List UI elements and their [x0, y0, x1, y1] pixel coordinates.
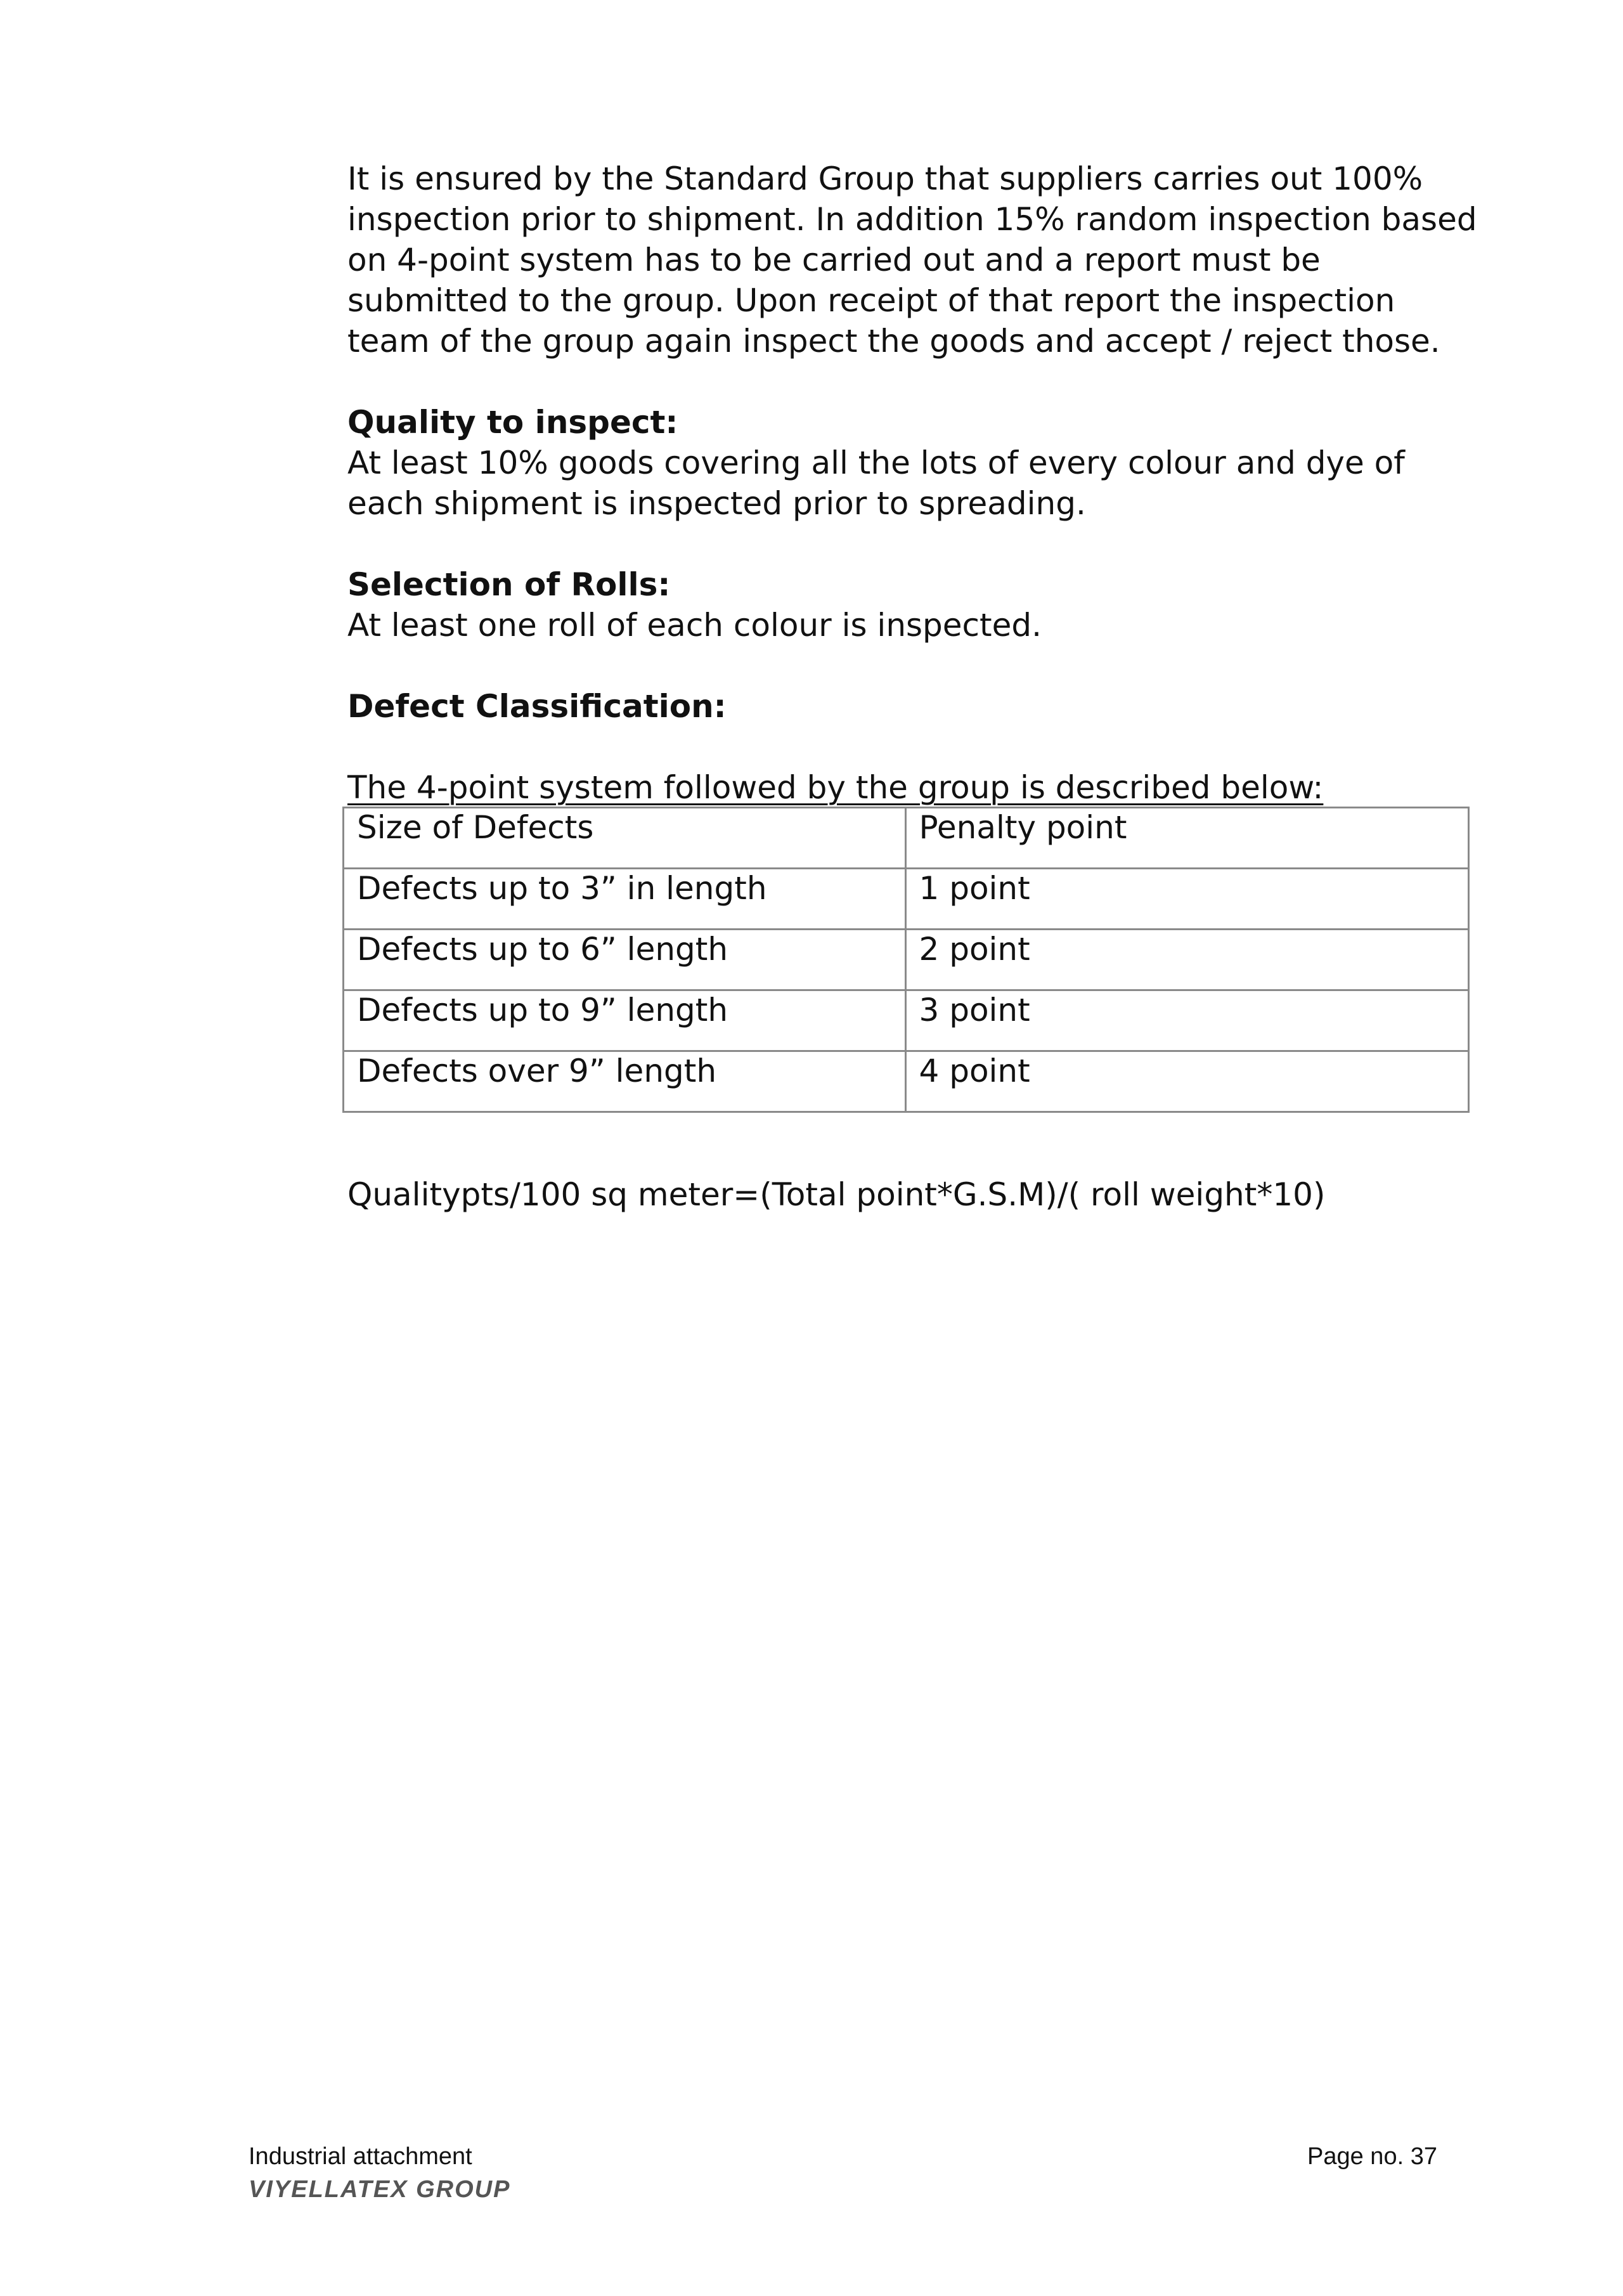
intro-line: submitted to the group. Upon receipt of that report the inspection — [347, 282, 1395, 319]
table-row — [344, 930, 1469, 990]
table-row — [344, 990, 1469, 1051]
spacer — [347, 361, 1489, 402]
page-number: Page no. 37 — [1307, 2143, 1437, 2170]
quality-line: At least 10% goods covering all the lots of every colour and dye of — [347, 444, 1405, 481]
intro-line: It is ensured by the Standard Group that suppliers carries out 100% — [347, 160, 1423, 197]
intro-line: on 4-point system has to be carried out and a report must be — [347, 242, 1321, 278]
table-header-row — [344, 808, 1469, 869]
table-cell: 1 point — [905, 869, 1469, 930]
table-cell: 3 point — [905, 990, 1469, 1051]
defect-heading: Defect Classification: — [347, 688, 727, 725]
footer-left — [249, 2142, 510, 2204]
defect-points-table — [342, 807, 1470, 1113]
table-cell: Defects up to 6” length — [344, 930, 906, 990]
table-cell: 4 point — [905, 1051, 1469, 1112]
quality-heading: Quality to inspect: — [347, 404, 678, 441]
table-row — [344, 1051, 1469, 1112]
table-cell: Defects up to 3” in length — [344, 869, 906, 930]
intro-line: inspection prior to shipment. In addition 15% random inspection based — [347, 201, 1477, 238]
table-cell: Defects up to 9” length — [344, 990, 906, 1051]
spacer — [347, 727, 1489, 767]
rolls-text: At least one roll of each colour is inspected. — [347, 607, 1042, 644]
table-header-cell: Size of Defects — [344, 808, 906, 869]
table-header-cell: Penalty point — [905, 808, 1469, 869]
quality-formula: Qualitypts/100 sq meter=(Total point*G.S.M)/( roll weight*10) — [347, 1176, 1326, 1213]
intro-line: team of the group again inspect the goods and accept / reject those. — [347, 323, 1440, 360]
table-caption — [347, 767, 1489, 808]
table-row — [344, 869, 1469, 930]
rolls-heading: Selection of Rolls: — [347, 566, 671, 603]
page-content — [347, 159, 1489, 808]
table-cell: 2 point — [905, 930, 1469, 990]
spacer — [347, 645, 1489, 686]
quality-line: each shipment is inspected prior to spreading. — [347, 485, 1086, 522]
spacer — [347, 524, 1489, 564]
organization-logo-text: VIYELLATEX GROUP — [249, 2176, 511, 2203]
table-caption-text: The 4-point system followed by the group is described below: — [347, 769, 1324, 806]
footer-label: Industrial attachment — [249, 2143, 472, 2170]
table-cell: Defects over 9” length — [344, 1051, 906, 1112]
